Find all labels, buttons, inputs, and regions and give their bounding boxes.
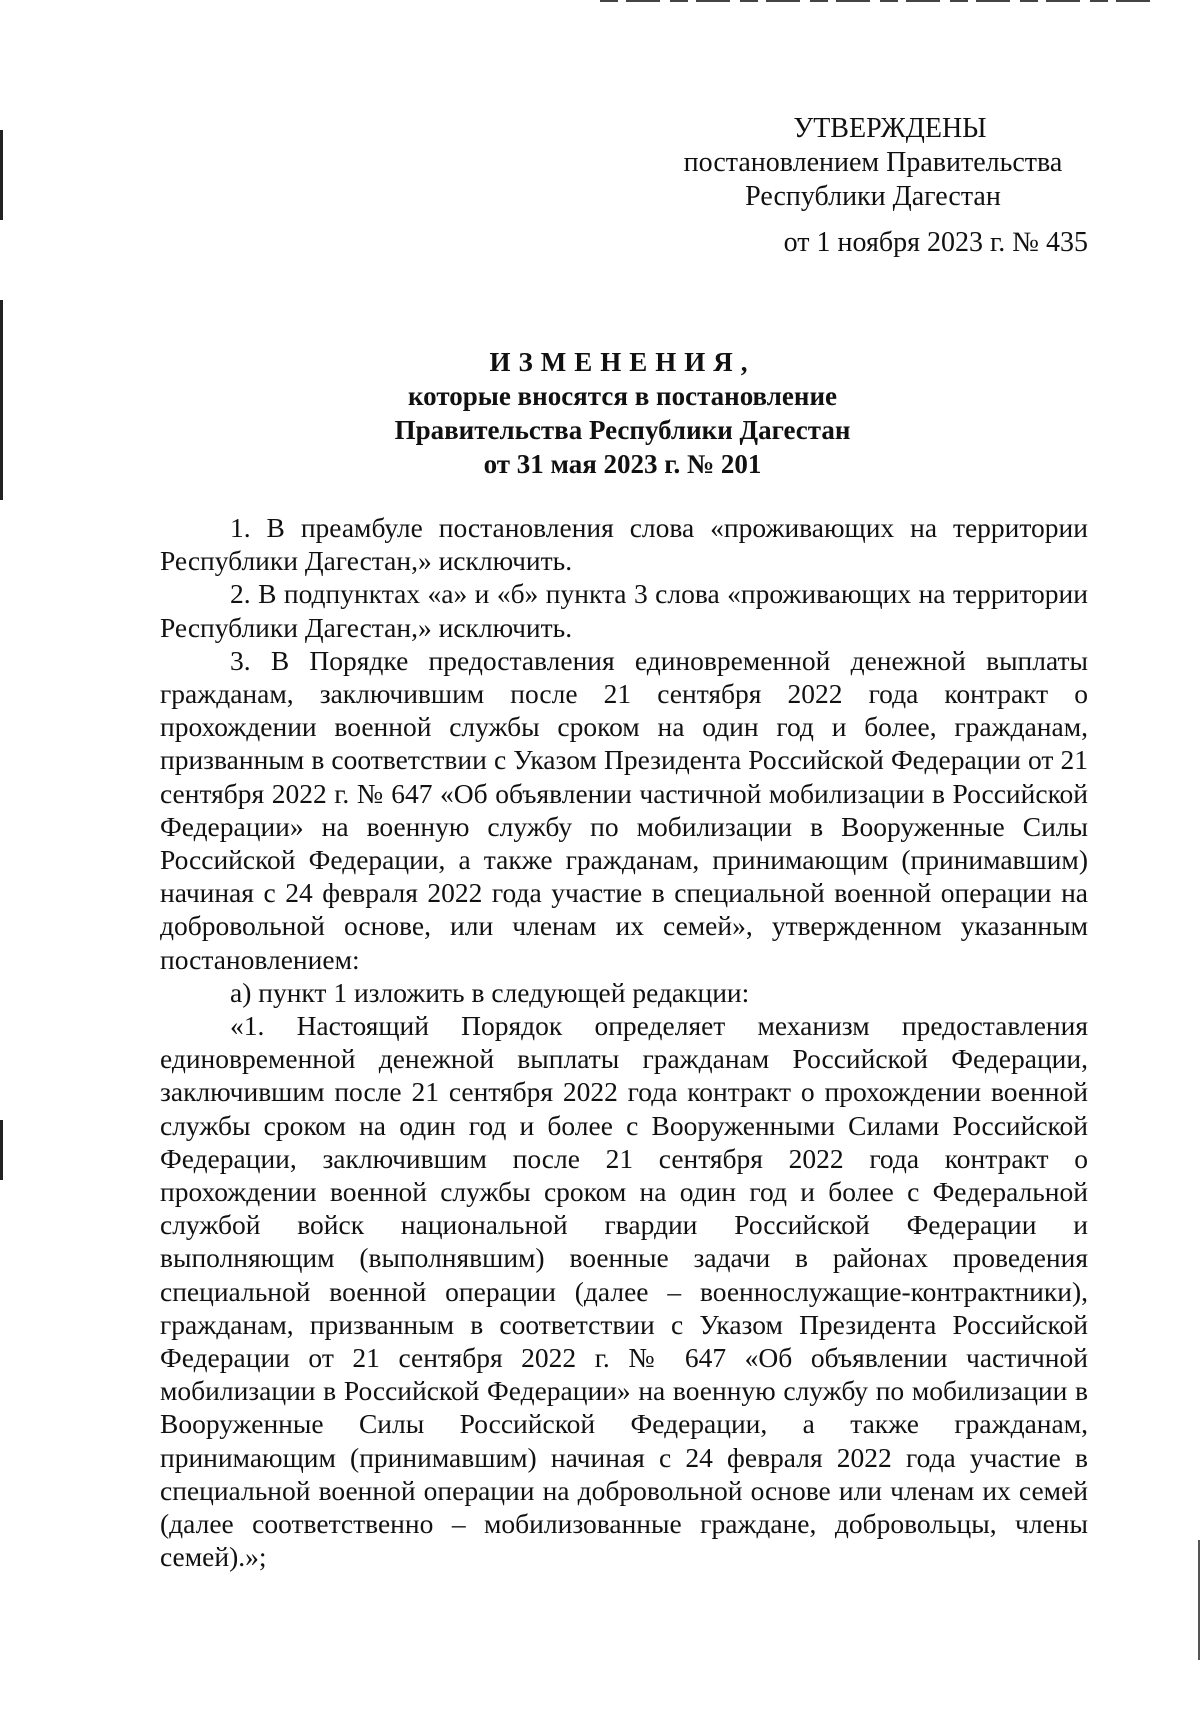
document-subtitle-line: от 31 мая 2023 г. № 201 [483, 449, 762, 479]
scan-artifact-left-edge [0, 130, 3, 220]
document-title: ИЗМЕНЕНИЯ, [489, 347, 756, 377]
scan-artifact-left-edge [0, 300, 3, 500]
scan-artifact-left-edge [0, 1120, 3, 1180]
document-subtitle-line: Правительства Республики Дагестан [394, 415, 851, 445]
document-body [160, 511, 1088, 1574]
body-paragraph: 1. В преамбуле постановления слова «проживающих на территории Республики Дагестан,» исключить. [160, 512, 1088, 577]
body-paragraph: «1. Настоящий Порядок определяет механизм предоставления единовременной денежной выплаты гражданам Российской Федерации, заключившим после 21 сентября 2022 года контракт о прохождении военной службы сроком на один год и более с Вооруженными Силами Российской Федерации, заключившим после 21 сентября 2022 года контракт о прохождении военной службы сроком на один год и более с Федеральной службой войск национальной гвардии Российской Федерации и выполняющим (выполнявшим) военные задачи в районах проведения специальной военной операции (далее – военнослужащие-контрактники), гражданам, призванным в соответствии с Указом Президента Российской Федерации от 21 сентября 2022 г. № 647 «Об объявлении частичной мобилизации в Российской Федерации» на военную службу по мобилизации в Вооруженные Силы Российской Федерации, а также гражданам, принимающим (принимавшим) начиная с 24 февраля 2022 года участие в специальной военной операции на добровольной основе или членам их семей (далее соответственно – мобилизованные граждане, добровольцы, члены семей).»; [160, 1010, 1088, 1573]
approved-by-line: Республики Дагестан [745, 181, 1001, 212]
body-paragraph: 2. В подпунктах «а» и «б» пункта 3 слова «проживающих на территории Республики Дагестан,» исключить. [160, 578, 1088, 643]
approval-date: от 1 ноября 2023 г. № 435 [783, 227, 1088, 258]
approved-by-line: постановлением Правительства [683, 147, 1063, 178]
approval-stamp-block [658, 112, 1088, 260]
approved-label: УТВЕРЖДЕНЫ [793, 113, 987, 144]
body-paragraph: а) пункт 1 изложить в следующей редакции: [230, 976, 750, 1008]
document-subtitle-line: которые вносятся в постановление [407, 381, 838, 411]
scan-artifact-top [600, 0, 1160, 2]
body-paragraph: 3. В Порядке предоставления единовременной денежной выплаты гражданам, заключившим после 21 сентября 2022 года контракт о прохождении военной службы сроком на один год и более, гражданам, призванным в соответствии с Указом Президента Российской Федерации от 21 сентября 2022 г. № 647 «Об объявлении частичной мобилизации в Российской Федерации» на военную службу по мобилизации в Вооруженные Силы Российской Федерации, а также гражданам, принимающим (принимавшим) начиная с 24 февраля 2022 года участие в специальной военной операции на добровольной основе, или членам их семей», утвержденном указанным постановлением: [160, 644, 1088, 975]
document-heading [160, 345, 1085, 481]
